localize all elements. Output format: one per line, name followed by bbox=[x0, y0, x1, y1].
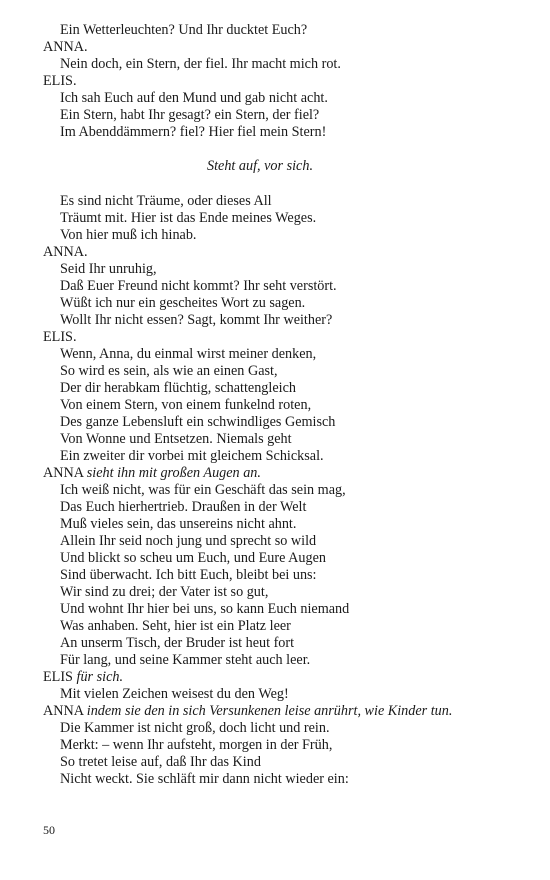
verse-line: Nicht weckt. Sie schläft mir dann nicht wieder ein: bbox=[60, 771, 349, 787]
verse-line: Was anhaben. Seht, hier ist ein Platz leer bbox=[60, 618, 291, 634]
verse-line: Und wohnt Ihr hier bei uns, so kann Euch niemand bbox=[60, 601, 350, 617]
verse-line: Muß vieles sein, das unsereins nicht ahnt. bbox=[60, 516, 297, 532]
verse-line: An unserm Tisch, der Bruder ist heut fort bbox=[60, 635, 295, 651]
verse-line: So tretet leise auf, daß Ihr das Kind bbox=[60, 754, 261, 770]
speaker-label: ELIS. bbox=[43, 329, 77, 345]
verse-line: Sind überwacht. Ich bitt Euch, bleibt bei uns: bbox=[60, 567, 317, 583]
verse-line: Von einem Stern, von einem funkelnd roten, bbox=[60, 397, 312, 413]
stage-direction: Steht auf, vor sich. bbox=[207, 158, 313, 174]
verse-line: Der dir herabkam flüchtig, schattengleich bbox=[60, 380, 296, 396]
verse-line: Für lang, und seine Kammer steht auch leer. bbox=[60, 652, 311, 668]
speaker-name: ANNA bbox=[43, 703, 84, 719]
verse-line: Ich weiß nicht, was für ein Geschäft das sein mag, bbox=[60, 482, 346, 498]
speaker-label: ANNA. bbox=[43, 244, 88, 260]
speaker-name: ELIS bbox=[43, 669, 73, 685]
verse-line: Wir sind zu drei; der Vater ist so gut, bbox=[60, 584, 269, 600]
verse-line: Wüßt ich nur ein gescheites Wort zu sagen. bbox=[60, 295, 306, 311]
verse-line: Mit vielen Zeichen weisest du den Weg! bbox=[60, 686, 289, 702]
verse-line: Ich sah Euch auf den Mund und gab nicht acht. bbox=[60, 90, 328, 106]
verse-line: Wenn, Anna, du einmal wirst meiner denken, bbox=[60, 346, 317, 362]
verse-line: Die Kammer ist nicht groß, doch licht und rein. bbox=[60, 720, 330, 736]
verse-line: Und blickt so scheu um Euch, und Eure Augen bbox=[60, 550, 326, 566]
verse-line: Es sind nicht Träume, oder dieses All bbox=[60, 193, 272, 209]
verse-line: Merkt: – wenn Ihr aufsteht, morgen in der Früh, bbox=[60, 737, 333, 753]
verse-line: Seid Ihr unruhig, bbox=[60, 261, 157, 277]
verse-line: Ein Stern, habt Ihr gesagt? ein Stern, der fiel? bbox=[60, 107, 320, 123]
verse-line: Daß Euer Freund nicht kommt? Ihr seht verstört. bbox=[60, 278, 337, 294]
speaker-name: ANNA bbox=[43, 465, 84, 481]
speaker-label: ANNA. bbox=[43, 39, 88, 55]
inline-stage-direction: sieht ihn mit großen Augen an. bbox=[86, 465, 261, 481]
verse-line: So wird es sein, als wie an einen Gast, bbox=[60, 363, 278, 379]
verse-line: Nein doch, ein Stern, der fiel. Ihr macht mich rot. bbox=[60, 56, 341, 72]
verse-line: Von Wonne und Entsetzen. Niemals geht bbox=[60, 431, 292, 447]
inline-stage-direction: für sich. bbox=[76, 669, 124, 685]
speaker-label: ELIS. bbox=[43, 73, 77, 89]
page-number: 50 bbox=[43, 823, 55, 837]
verse-line: Des ganze Lebensluft ein schwindliges Gemisch bbox=[60, 414, 336, 430]
speaker-with-direction bbox=[43, 465, 261, 481]
verse-line: Allein Ihr seid noch jung und sprecht so wild bbox=[60, 533, 317, 549]
verse-line: Von hier muß ich hinab. bbox=[60, 227, 197, 243]
verse-line: Im Abenddämmern? fiel? Hier fiel mein Stern! bbox=[60, 124, 327, 140]
verse-line: Wollt Ihr nicht essen? Sagt, kommt Ihr weither? bbox=[60, 312, 333, 328]
inline-stage-direction: indem sie den in sich Versunkenen leise anrührt, wie Kinder tun. bbox=[86, 703, 453, 719]
verse-line: Ein zweiter dir vorbei mit gleichem Schicksal. bbox=[60, 448, 324, 464]
verse-line: Das Euch hierhertrieb. Draußen in der Welt bbox=[60, 499, 307, 515]
verse-line: Träumt mit. Hier ist das Ende meines Weges. bbox=[60, 210, 317, 226]
verse-line: Ein Wetterleuchten? Und Ihr ducktet Euch? bbox=[60, 22, 308, 38]
speaker-with-direction bbox=[43, 703, 452, 719]
speaker-with-direction bbox=[43, 669, 123, 685]
